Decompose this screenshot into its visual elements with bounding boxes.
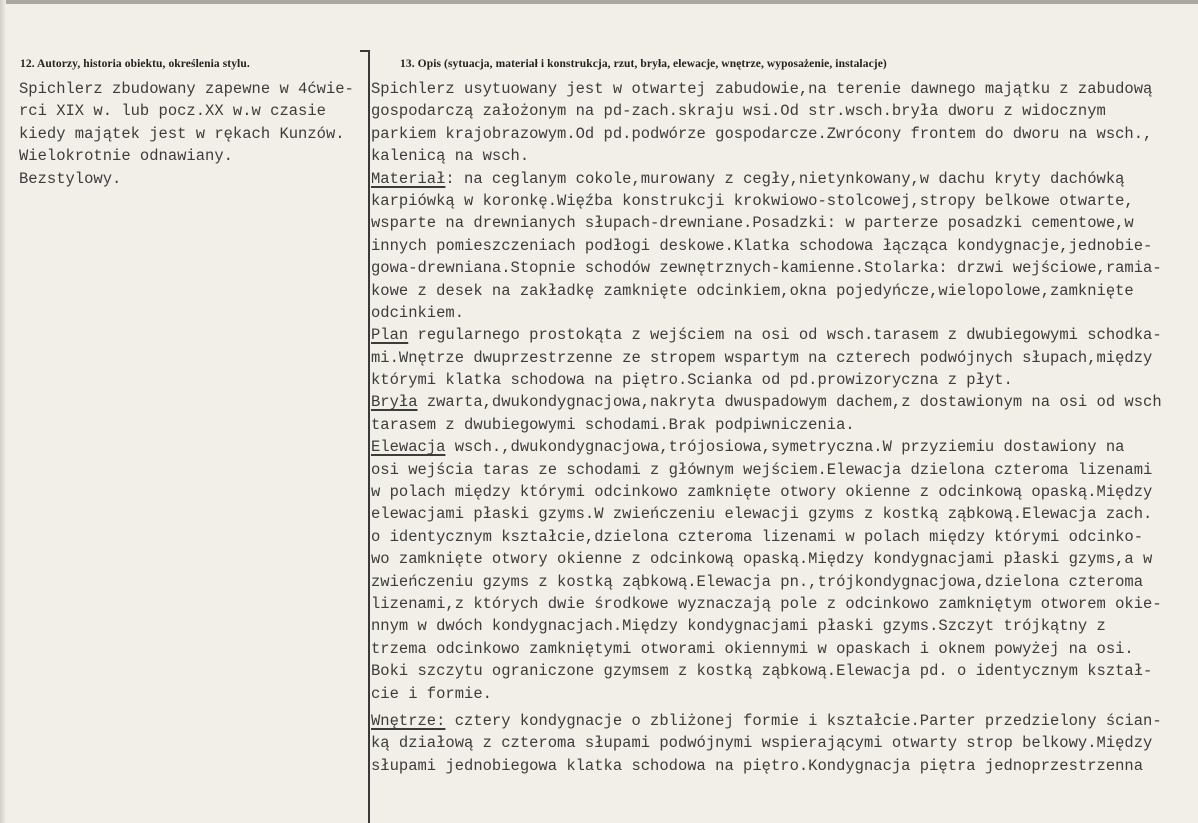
line-text: słupami jednobiegowa klatka schodowa na piętro.Kondygnacja piętra jednoprzestrzenna bbox=[371, 756, 1144, 775]
line-text: cztery kondygnacje o zbliżonej formie i kształcie.Parter przedzielony ścian- bbox=[445, 711, 1162, 730]
text-line bbox=[371, 235, 1196, 257]
text-line bbox=[371, 732, 1196, 754]
text-line bbox=[371, 347, 1196, 369]
divider-tick bbox=[360, 50, 370, 52]
line-text: elewacjami płaski gzyms.W zwieńczeniu elewacji gzyms z kostką ząbkową.Elewacja zach. bbox=[371, 505, 1153, 524]
text-line bbox=[371, 548, 1196, 570]
column-divider bbox=[368, 50, 370, 823]
section-keyword: Wnętrze: bbox=[371, 711, 446, 730]
section-keyword: Plan bbox=[371, 326, 409, 345]
text-line bbox=[371, 145, 1196, 167]
line-text: wsparte na drewnianych słupach-drewniane.Posadzki: w parterze posadzki cementowe,w bbox=[371, 214, 1134, 233]
section-13-header: 13. Opis (sytuacja, materiał i konstrukcja, rzut, bryła, elewacje, wnętrze, wyposażenie, instalacje) bbox=[400, 58, 887, 70]
text-line bbox=[371, 459, 1196, 481]
text-line bbox=[371, 526, 1196, 548]
text-line bbox=[371, 615, 1196, 637]
text-line bbox=[371, 168, 1196, 190]
text-line bbox=[371, 755, 1196, 777]
text-line bbox=[371, 324, 1196, 346]
text-line bbox=[371, 571, 1196, 593]
text-line: rci XIX w. lub pocz.XX w.w czasie bbox=[19, 102, 326, 121]
section-13-text bbox=[371, 78, 1196, 777]
line-text: gospodarczą założonym na pd-zach.skraju wsi.Od str.wsch.bryła dworu z widocznym bbox=[371, 102, 1106, 121]
line-text: kowe z desek na zakładkę zamknięte odcinkiem,okna pojedyńcze,wielopolowe,zamknięte bbox=[371, 281, 1134, 300]
line-text: innych pomieszczeniach podłogi deskowe.Klatka schodowa łącząca kondygnacje,jednobie- bbox=[371, 236, 1153, 255]
text-line: kiedy majątek jest w rękach Kunzów. bbox=[19, 124, 345, 143]
text-line bbox=[371, 436, 1196, 458]
line-text: nnym w dwóch kondygnacjach.Między kondygnacjami płaski gzyms.Szczyt trójkątny z bbox=[371, 617, 1106, 636]
line-text: odcinkiem. bbox=[371, 303, 465, 322]
text-line: Wielokrotnie odnawiany. bbox=[19, 147, 233, 166]
text-line bbox=[371, 481, 1196, 503]
section-12-header: 12. Autorzy, historia obiektu, określenia stylu. bbox=[20, 58, 250, 70]
line-text: parkiem krajobrazowym.Od pd.podwórze gospodarcze.Zwrócony frontem do dworu na wsch., bbox=[371, 124, 1153, 143]
line-text: ką działową z czteroma słupami podwójnymi wspierającymi otwarty strop belkowy.Między bbox=[371, 734, 1153, 753]
text-line bbox=[371, 593, 1196, 615]
text-line: Bezstylowy. bbox=[19, 169, 122, 188]
section-keyword: Bryła bbox=[371, 393, 418, 412]
line-text: o identycznym kształcie,dzielona czteroma lizenami w polach między którymi odcinko- bbox=[371, 527, 1144, 546]
line-text: trzema odcinkowo zamkniętymi otworami okiennymi w opaskach i oknem powyżej na osi. bbox=[371, 639, 1134, 658]
text-line bbox=[371, 123, 1196, 145]
line-text: Spichlerz usytuowany jest w otwartej zabudowie,na terenie dawnego majątku z zabudową bbox=[371, 80, 1153, 98]
text-line bbox=[371, 660, 1196, 682]
page-top-edge bbox=[0, 0, 1198, 4]
section-keyword: Elewacja bbox=[371, 438, 446, 457]
line-text: wsch.,dwukondygnacjowa,trójosiowa,symetryczna.W przyziemiu dostawiony na bbox=[445, 438, 1125, 457]
line-text: regularnego prostokąta z wejściem na osi od wsch.tarasem z dwubiegowymi schodka- bbox=[408, 326, 1162, 345]
line-text: Boki szczytu ograniczone gzymsem z kostką ząbkową.Elewacja pd. o identycznym kształ- bbox=[371, 662, 1153, 681]
line-text: osi wejścia taras ze schodami z głównym wejściem.Elewacja dzielona czteroma lizenami bbox=[371, 460, 1153, 479]
text-line bbox=[371, 503, 1196, 525]
text-line bbox=[371, 190, 1196, 212]
text-line bbox=[371, 391, 1196, 413]
text-line bbox=[371, 257, 1196, 279]
line-text: cie i formie. bbox=[371, 684, 492, 703]
text-line: Spichlerz zbudowany zapewne w 4ćwie- bbox=[19, 80, 354, 98]
line-text: lizenami,z których dwie środkowe wyznaczają pole z odcinkowo zamkniętym otworem okie- bbox=[371, 594, 1162, 613]
text-line bbox=[371, 710, 1196, 732]
line-text: karpiówką w koronkę.Więźba konstrukcji krokwiowo-stolcowej,stropy belkowe otwarte, bbox=[371, 191, 1134, 210]
line-text: wo zamknięte otwory okienne z odcinkową opaską.Między kondygnacjami płaski gzyms,a w bbox=[371, 550, 1153, 569]
page-left-edge bbox=[0, 0, 6, 823]
line-text: gowa-drewniana.Stopnie schodów zewnętrznych-kamienne.Stolarka: drzwi wejściowe,ramia- bbox=[371, 259, 1162, 278]
text-line bbox=[371, 78, 1196, 100]
text-line bbox=[371, 414, 1196, 436]
line-text: kalenicą na wsch. bbox=[371, 147, 530, 166]
line-text: którymi klatka schodowa na piętro.Scianka od pd.prowizoryczna z płyt. bbox=[371, 371, 1013, 390]
text-line bbox=[371, 638, 1196, 660]
line-text: : na ceglanym cokole,murowany z cegły,nietynkowany,w dachu kryty dachówką bbox=[445, 169, 1125, 188]
text-line bbox=[371, 369, 1196, 391]
line-text: zwieńczeniu gzyms z kostką ząbkową.Elewacja pn.,trójkondygnacjowa,dzielona czteroma bbox=[371, 572, 1144, 591]
line-text: zwarta,dwukondygnacjowa,nakryta dwuspadowym dachem,z dostawionym na osi od wsch bbox=[417, 393, 1162, 412]
text-line bbox=[371, 302, 1196, 324]
text-line bbox=[371, 212, 1196, 234]
line-text: mi.Wnętrze dwuprzestrzenne ze stropem wspartym na czterech podwójnych słupach,między bbox=[371, 348, 1153, 367]
text-line bbox=[371, 100, 1196, 122]
section-12-text bbox=[19, 78, 354, 190]
text-line bbox=[371, 683, 1196, 705]
section-keyword: Materiał bbox=[371, 169, 446, 188]
text-line bbox=[371, 280, 1196, 302]
line-text: tarasem z dwubiegowymi schodami.Brak podpiwniczenia. bbox=[371, 415, 855, 434]
line-text: w polach między którymi odcinkowo zamknięte otwory okienne z odcinkową opaską.Między bbox=[371, 483, 1153, 502]
